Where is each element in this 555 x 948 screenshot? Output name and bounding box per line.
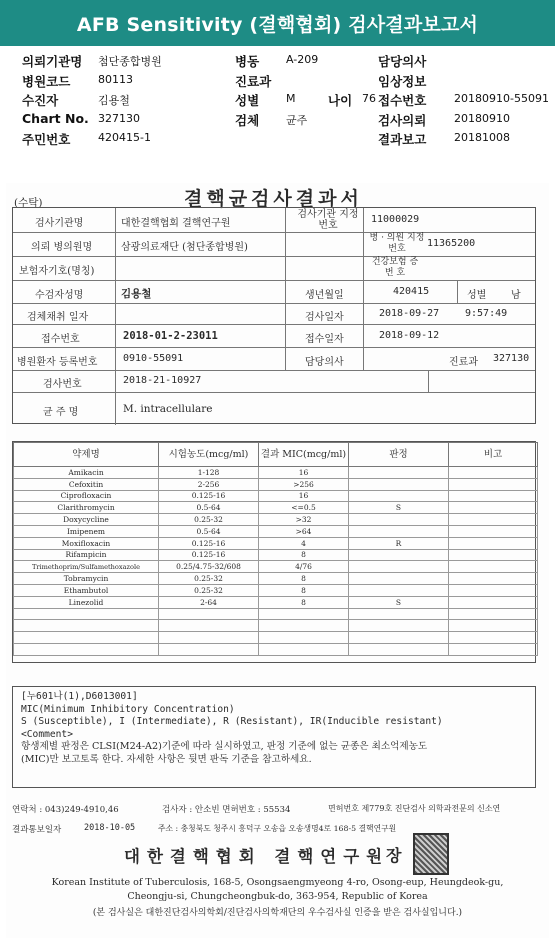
cell-conc <box>159 643 259 655</box>
cell-note <box>449 478 538 490</box>
label-accession-number: 접수번호 <box>41 334 80 345</box>
table-row <box>14 467 538 479</box>
label-attending-doctor: 담당의사 <box>305 357 344 368</box>
table-row <box>14 525 538 537</box>
cell-note <box>449 537 538 549</box>
cell-drug: Ciprofloxacin <box>14 490 159 502</box>
table-row <box>14 502 538 514</box>
label-sex: 성별 <box>235 93 260 108</box>
label-clinic-department: 진료과 <box>449 357 478 368</box>
header-row <box>22 91 555 111</box>
value-age: 76 <box>362 92 376 105</box>
value-examinee-name: 김용철 <box>121 288 152 300</box>
header-row <box>22 111 555 131</box>
label-hospital-designation-no: 병 · 의원 지정번호 <box>369 233 425 254</box>
table-row <box>14 584 538 596</box>
scanned-report <box>6 183 549 938</box>
test-code: [누601나(1),D6013001] <box>21 691 138 702</box>
table-row <box>14 490 538 502</box>
cell-mic <box>259 608 349 620</box>
report-banner-title: AFB Sensitivity (결핵협회) 검사결과보고서 <box>0 0 555 46</box>
label-patient-registration-no: 병원환자 등록번호 <box>17 357 98 368</box>
cell-conc <box>159 608 259 620</box>
value-gender: 남 <box>511 290 521 301</box>
table-row <box>14 632 538 644</box>
cell-judge <box>349 561 449 573</box>
header-drug: 약제명 <box>14 443 159 467</box>
cell-note <box>449 502 538 514</box>
value-requesting-institution: 첨단종합병원 <box>98 55 162 68</box>
label-strain-name: 균 주 명 <box>43 407 79 418</box>
value-birth-date: 420415 <box>393 286 430 297</box>
value-requesting-hospital: 삼광의료재단 (첨단종합병원) <box>121 242 248 253</box>
label-patient-name: 수진자 <box>22 93 59 108</box>
cell-note <box>449 643 538 655</box>
institute-address-kr: 주소 : 충청북도 청주시 흥덕구 오송읍 오송생명4로 168-5 결핵연구원 <box>158 824 397 833</box>
cell-judge <box>349 467 449 479</box>
cell-conc: 0.25-32 <box>159 514 259 526</box>
cell-drug: Trimethoprim/Sulfamethoxazole <box>14 561 159 573</box>
cell-conc <box>159 632 259 644</box>
cell-drug <box>14 608 159 620</box>
label-requesting-hospital: 의뢰 병의원명 <box>31 242 93 253</box>
label-requesting-institution: 의뢰기관명 <box>22 54 83 69</box>
cell-drug: Ethambutol <box>14 584 159 596</box>
cell-conc: 0.125-16 <box>159 537 259 549</box>
label-report-date: 결과보고 <box>378 132 427 147</box>
label-lab-designation-no: 검사기관 지정번호 <box>297 209 359 231</box>
header-interpretation: 판정 <box>349 443 449 467</box>
cell-drug <box>14 632 159 644</box>
value-test-time: 9:57:49 <box>465 308 508 319</box>
label-gender: 성별 <box>467 290 487 301</box>
cell-judge <box>349 549 449 561</box>
label-ward: 병동 <box>235 54 260 69</box>
cell-drug: Tobramycin <box>14 573 159 585</box>
cell-drug: Clarithromycin <box>14 502 159 514</box>
cell-note <box>449 525 538 537</box>
cell-note <box>449 632 538 644</box>
label-lab-name: 검사기관명 <box>35 218 84 229</box>
label-specimen: 검체 <box>235 112 260 128</box>
table-row <box>14 573 538 585</box>
cell-judge <box>349 584 449 596</box>
cell-mic: 8 <box>259 549 349 561</box>
stamp-label: 장 <box>386 846 402 865</box>
cell-mic <box>259 620 349 632</box>
cell-conc: 1-128 <box>159 467 259 479</box>
value-request-date: 20180910 <box>454 111 510 125</box>
cell-mic <box>259 632 349 644</box>
cell-drug: Doxycycline <box>14 514 159 526</box>
comment-line-1: 항생제별 판정은 CLSI(M24-A2)기준에 따라 실시하였고, 판정 기준에 없는 균종은 최소억제농도 <box>21 741 428 752</box>
cell-note <box>449 596 538 608</box>
institute-address-en-1: Korean Institute of Tuberculosis, 168-5, Osongsaengmyeong 4-ro, Osong-eup, Heungdeok-gu, <box>51 877 504 888</box>
value-strain-name: M. intracellulare <box>123 403 213 415</box>
cell-judge <box>349 490 449 502</box>
cell-drug: Amikacin <box>14 467 159 479</box>
value-test-number: 2018-21-10927 <box>123 375 202 386</box>
label-accession-date: 접수일자 <box>305 334 344 345</box>
cell-drug <box>14 620 159 632</box>
susceptibility-table <box>12 441 536 663</box>
table-row <box>14 596 538 608</box>
cell-mic: <=0.5 <box>259 502 349 514</box>
cell-note <box>449 514 538 526</box>
cell-mic: 8 <box>259 573 349 585</box>
cell-drug <box>14 643 159 655</box>
cell-judge <box>349 632 449 644</box>
cell-drug: Cefoxitin <box>14 478 159 490</box>
label-insurance-card-no: 건강보험 증 번 호 <box>371 257 419 278</box>
cell-mic <box>259 643 349 655</box>
cell-drug: Linezolid <box>14 596 159 608</box>
notes-box <box>12 686 536 788</box>
cell-judge <box>349 525 449 537</box>
report-title: 결핵균검사결과서 <box>184 188 363 210</box>
value-accession-date: 2018-09-12 <box>379 330 440 341</box>
institute-address-en-2: Cheongju-si, Chungcheongbuk-do, 363-954, Republic of Korea <box>127 891 428 902</box>
cell-conc: 0.5-64 <box>159 525 259 537</box>
header-mic-result: 결과 MIC(mcg/ml) <box>259 443 349 467</box>
cell-judge <box>349 643 449 655</box>
cell-note <box>449 561 538 573</box>
interpretation-legend: S (Susceptible), I (Intermediate), R (Resistant), IR(Inducible resistant) <box>21 716 443 727</box>
report-date-value: 2018-10-05 <box>84 823 136 833</box>
official-seal-icon <box>413 833 449 875</box>
label-test-date: 검사일자 <box>305 312 344 323</box>
mic-definition: MIC(Minimum Inhibitory Concentration) <box>21 703 235 715</box>
table-row <box>14 549 538 561</box>
table-row <box>14 514 538 526</box>
cell-conc: 0.25/4.75-32/608 <box>159 561 259 573</box>
cell-conc: 0.125-16 <box>159 549 259 561</box>
patient-header <box>22 52 555 150</box>
value-sex: M <box>286 92 296 105</box>
report-date-label: 결과통보일자 <box>12 825 62 835</box>
value-clinic-department: 327130 <box>493 353 530 364</box>
cell-judge: S <box>349 596 449 608</box>
label-clinical-info: 임상정보 <box>378 73 427 89</box>
table-header-row <box>14 443 538 467</box>
value-lab-designation-no: 11000029 <box>371 214 420 225</box>
cell-judge <box>349 478 449 490</box>
cell-judge <box>349 608 449 620</box>
value-lab-name: 대한결핵협회 결핵연구원 <box>121 218 231 229</box>
value-patient-name: 김용철 <box>98 94 130 107</box>
value-accession-number: 2018-01-2-23011 <box>123 330 218 342</box>
cell-drug: Imipenem <box>14 525 159 537</box>
cell-conc: 0.25-32 <box>159 573 259 585</box>
cell-mic: 16 <box>259 490 349 502</box>
header-row <box>22 52 555 72</box>
cell-drug: Moxifloxacin <box>14 537 159 549</box>
label-test-number: 검사번호 <box>43 379 82 390</box>
cell-note <box>449 608 538 620</box>
cell-mic: 8 <box>259 596 349 608</box>
cell-note <box>449 584 538 596</box>
label-resident-number: 주민번호 <box>22 132 71 147</box>
label-insurer: 보험자기호(명칭) <box>19 266 95 277</box>
header-row <box>22 72 555 92</box>
contact-phone: 연락처 : 043)249-4910,46 <box>12 805 119 815</box>
examiner-info: 검사자 : 안소빈 면허번호 : 55534 <box>162 805 291 815</box>
info-table <box>12 207 536 424</box>
cell-mic: >64 <box>259 525 349 537</box>
cell-judge <box>349 573 449 585</box>
header-row <box>22 130 555 150</box>
cell-mic: >32 <box>259 514 349 526</box>
physician-license: 면허번호 제779호 진단검사 의학과전문의 신소연 <box>328 804 501 813</box>
header-test-concentration: 시험농도(mcg/ml) <box>159 443 259 467</box>
table-row <box>14 643 538 655</box>
comment-line-2: (MIC)만 보고토록 한다. 자세한 사항은 뒷면 판독 기준을 참고하세요. <box>21 753 312 765</box>
value-test-date: 2018-09-27 <box>379 308 440 319</box>
label-age: 나이 <box>328 93 353 108</box>
value-hospital-code: 80113 <box>98 72 133 86</box>
value-hospital-designation-no: 11365200 <box>427 238 476 249</box>
label-receipt-number: 접수번호 <box>378 93 427 108</box>
label-doctor: 담당의사 <box>378 54 427 69</box>
cell-mic: >256 <box>259 478 349 490</box>
value-patient-registration-no: 0910-55091 <box>123 353 184 364</box>
table-row <box>14 561 538 573</box>
institute-name: 대한결핵협회 결핵연구원 <box>124 847 390 866</box>
cell-conc <box>159 620 259 632</box>
header-remarks: 비고 <box>449 443 538 467</box>
value-ward: A-209 <box>286 53 319 66</box>
label-examinee-name: 수검자성명 <box>35 290 84 301</box>
cell-note <box>449 490 538 502</box>
cell-drug: Rifampicin <box>14 549 159 561</box>
label-specimen-collection-date: 검체채취 일자 <box>27 312 89 323</box>
label-department: 진료과 <box>235 73 272 89</box>
drug-results-table <box>13 442 538 656</box>
cell-conc: 0.125-16 <box>159 490 259 502</box>
consignment-label: (수탁) <box>14 197 43 209</box>
label-chart-no: Chart No. <box>22 110 89 126</box>
cell-judge: S <box>349 502 449 514</box>
label-birth-date: 생년월일 <box>305 290 344 301</box>
cell-note <box>449 620 538 632</box>
cell-judge <box>349 514 449 526</box>
label-hospital-code: 병원코드 <box>22 73 71 89</box>
cell-mic: 4/76 <box>259 561 349 573</box>
value-specimen: 균주 <box>286 113 308 127</box>
cell-conc: 0.5-64 <box>159 502 259 514</box>
cell-conc: 2-256 <box>159 478 259 490</box>
value-receipt-number: 20180910-55091 <box>454 92 549 105</box>
cell-note <box>449 549 538 561</box>
cell-note <box>449 573 538 585</box>
certification-note: (본 검사실은 대한진단검사의학회/진단검사의학재단의 우수검사실 인증을 받은 검사실입니다.) <box>92 908 463 918</box>
cell-note <box>449 467 538 479</box>
value-resident-number: 420415-1 <box>98 131 151 144</box>
cell-mic: 4 <box>259 537 349 549</box>
cell-conc: 2-64 <box>159 596 259 608</box>
label-request-date: 검사의뢰 <box>378 112 427 128</box>
cell-mic: 8 <box>259 584 349 596</box>
cell-judge: R <box>349 537 449 549</box>
comment-label: <Comment> <box>21 728 73 740</box>
cell-mic: 16 <box>259 467 349 479</box>
cell-conc: 0.25-32 <box>159 584 259 596</box>
value-report-date: 20181008 <box>454 131 510 144</box>
table-row <box>14 478 538 490</box>
table-row <box>14 608 538 620</box>
value-chart-no: 327130 <box>98 111 140 125</box>
cell-judge <box>349 620 449 632</box>
table-row <box>14 620 538 632</box>
table-row <box>14 537 538 549</box>
